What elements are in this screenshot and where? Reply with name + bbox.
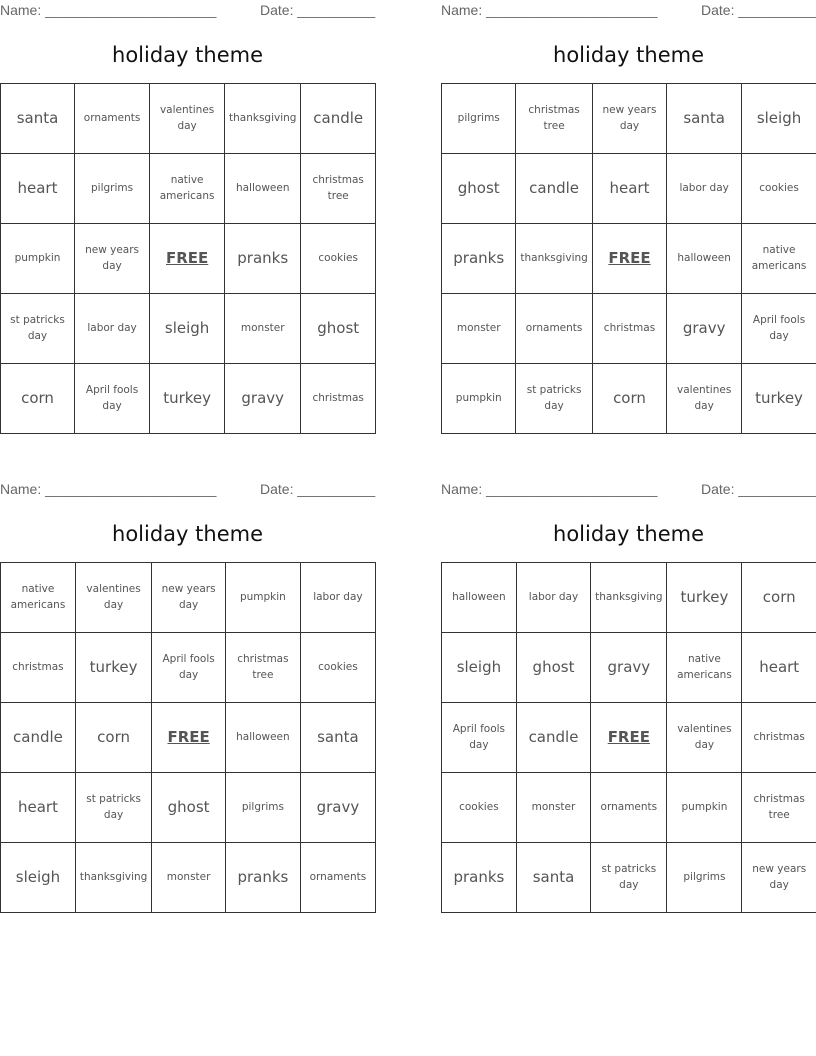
card-header — [441, 481, 816, 499]
card-title: holiday theme — [553, 43, 704, 67]
bingo-cell: pumpkin — [1, 224, 75, 294]
card-header — [441, 2, 816, 20]
name-field-label: Name: ______________________ — [441, 481, 658, 497]
bingo-cell: native americans — [1, 563, 76, 633]
bingo-cell: christmas tree — [742, 773, 816, 843]
grid-row — [442, 563, 816, 633]
grid-row — [442, 84, 816, 154]
grid-row — [442, 843, 816, 913]
bingo-cell: monster — [442, 294, 516, 364]
bingo-cell: santa — [300, 703, 375, 773]
bingo-cell: ghost — [301, 294, 376, 364]
grid-row — [1, 843, 376, 913]
bingo-cell: new years day — [75, 224, 150, 294]
date-field-label: Date: __________ — [260, 481, 376, 497]
bingo-cell: christmas tree — [301, 154, 376, 224]
bingo-cell: pranks — [226, 843, 301, 913]
bingo-grid — [441, 562, 816, 913]
grid-row — [1, 563, 376, 633]
bingo-cell: thanksgiving — [225, 84, 301, 154]
date-field-label: Date: __________ — [260, 2, 376, 18]
bingo-grid — [441, 83, 816, 434]
bingo-cell: sleigh — [442, 633, 517, 703]
bingo-cell: santa — [667, 84, 742, 154]
bingo-cell: sleigh — [1, 843, 76, 913]
name-field-label: Name: ______________________ — [0, 2, 217, 18]
grid-row — [1, 773, 376, 843]
bingo-cell: santa — [516, 843, 590, 913]
bingo-cell: halloween — [226, 703, 301, 773]
card-title: holiday theme — [112, 522, 263, 546]
bingo-cell: pranks — [442, 843, 517, 913]
bingo-cell: ornaments — [75, 84, 150, 154]
grid-row — [442, 633, 816, 703]
grid-row — [1, 364, 376, 434]
bingo-cell: labor day — [75, 294, 150, 364]
bingo-cell: valentines day — [667, 703, 742, 773]
name-field-label: Name: ______________________ — [0, 481, 217, 497]
free-space-cell: FREE — [591, 703, 667, 773]
free-space-cell: FREE — [152, 703, 226, 773]
bingo-cell: ornaments — [591, 773, 667, 843]
bingo-cell: st patricks day — [1, 294, 75, 364]
bingo-cell: native americans — [667, 633, 742, 703]
grid-row — [442, 154, 816, 224]
bingo-cell: candle — [1, 703, 76, 773]
bingo-cell: sleigh — [742, 84, 816, 154]
bingo-cell: April fools day — [742, 294, 816, 364]
bingo-cell: gravy — [225, 364, 301, 434]
bingo-cell: halloween — [442, 563, 517, 633]
bingo-cell: pumpkin — [226, 563, 301, 633]
bingo-cell: christmas tree — [516, 84, 592, 154]
grid-row — [1, 224, 376, 294]
bingo-cell: christmas — [742, 703, 816, 773]
bingo-cell: pranks — [225, 224, 301, 294]
bingo-cell: monster — [152, 843, 226, 913]
bingo-cell: candle — [516, 703, 590, 773]
grid-row — [1, 84, 376, 154]
bingo-cell: native americans — [742, 224, 816, 294]
bingo-cell: pilgrims — [667, 843, 742, 913]
bingo-cell: ornaments — [300, 843, 375, 913]
bingo-cell: new years day — [592, 84, 667, 154]
free-space-cell: FREE — [150, 224, 225, 294]
bingo-cell: sleigh — [150, 294, 225, 364]
bingo-grid — [0, 562, 376, 913]
bingo-cell: thanksgiving — [516, 224, 592, 294]
bingo-cell: labor day — [667, 154, 742, 224]
grid-row — [442, 364, 816, 434]
bingo-cell: corn — [742, 563, 816, 633]
bingo-cell: heart — [1, 154, 75, 224]
bingo-cell: corn — [592, 364, 667, 434]
date-field-label: Date: __________ — [701, 481, 816, 497]
bingo-cell: halloween — [225, 154, 301, 224]
bingo-cell: cookies — [742, 154, 816, 224]
date-field-label: Date: __________ — [701, 2, 816, 18]
bingo-cell: monster — [225, 294, 301, 364]
grid-row — [1, 294, 376, 364]
card-title: holiday theme — [112, 43, 263, 67]
bingo-cell: turkey — [667, 563, 742, 633]
bingo-grid — [0, 83, 376, 434]
bingo-cell: christmas — [592, 294, 667, 364]
bingo-cell: corn — [75, 703, 151, 773]
bingo-cell: corn — [1, 364, 75, 434]
bingo-cell: pranks — [442, 224, 516, 294]
bingo-cell: thanksgiving — [591, 563, 667, 633]
bingo-cell: halloween — [667, 224, 742, 294]
bingo-cell: valentines day — [150, 84, 225, 154]
bingo-cell: native americans — [150, 154, 225, 224]
bingo-cell: christmas tree — [226, 633, 301, 703]
bingo-cell: monster — [516, 773, 590, 843]
bingo-cell: pumpkin — [442, 364, 516, 434]
bingo-cell: pumpkin — [667, 773, 742, 843]
bingo-cell: christmas — [301, 364, 376, 434]
bingo-cell: new years day — [152, 563, 226, 633]
bingo-cell: gravy — [591, 633, 667, 703]
card-title: holiday theme — [553, 522, 704, 546]
bingo-cell: gravy — [667, 294, 742, 364]
bingo-cell: ghost — [442, 154, 516, 224]
bingo-cell: pilgrims — [226, 773, 301, 843]
bingo-cell: turkey — [150, 364, 225, 434]
bingo-cell: ghost — [516, 633, 590, 703]
bingo-cell: st patricks day — [591, 843, 667, 913]
bingo-cell: pilgrims — [75, 154, 150, 224]
bingo-card — [441, 0, 816, 434]
grid-row — [1, 154, 376, 224]
bingo-cell: heart — [592, 154, 667, 224]
bingo-cell: turkey — [75, 633, 151, 703]
bingo-cell: April fools day — [75, 364, 150, 434]
bingo-cell: turkey — [742, 364, 816, 434]
bingo-cell: valentines day — [75, 563, 151, 633]
bingo-cell: labor day — [300, 563, 375, 633]
bingo-cell: christmas — [1, 633, 76, 703]
bingo-cell: st patricks day — [516, 364, 592, 434]
bingo-cell: candle — [516, 154, 592, 224]
bingo-cell: labor day — [516, 563, 590, 633]
grid-row — [1, 703, 376, 773]
bingo-cell: st patricks day — [75, 773, 151, 843]
bingo-card — [0, 479, 376, 913]
bingo-cell: thanksgiving — [75, 843, 151, 913]
bingo-card — [441, 479, 816, 913]
grid-row — [442, 703, 816, 773]
grid-row — [442, 773, 816, 843]
free-space-cell: FREE — [592, 224, 667, 294]
bingo-cell: heart — [742, 633, 816, 703]
bingo-cell: ornaments — [516, 294, 592, 364]
bingo-cell: santa — [1, 84, 75, 154]
grid-row — [442, 224, 816, 294]
grid-row — [1, 633, 376, 703]
bingo-cell: candle — [301, 84, 376, 154]
bingo-cell: new years day — [742, 843, 816, 913]
bingo-cell: cookies — [442, 773, 517, 843]
bingo-cell: April fools day — [152, 633, 226, 703]
bingo-cell: pilgrims — [442, 84, 516, 154]
bingo-card — [0, 0, 376, 434]
bingo-cell: valentines day — [667, 364, 742, 434]
bingo-cell: cookies — [301, 224, 376, 294]
grid-row — [442, 294, 816, 364]
name-field-label: Name: ______________________ — [441, 2, 658, 18]
card-header — [0, 481, 376, 499]
bingo-cell: ghost — [152, 773, 226, 843]
card-header — [0, 2, 376, 20]
bingo-cell: cookies — [300, 633, 375, 703]
bingo-cell: heart — [1, 773, 76, 843]
bingo-cell: gravy — [300, 773, 375, 843]
bingo-cell: April fools day — [442, 703, 517, 773]
